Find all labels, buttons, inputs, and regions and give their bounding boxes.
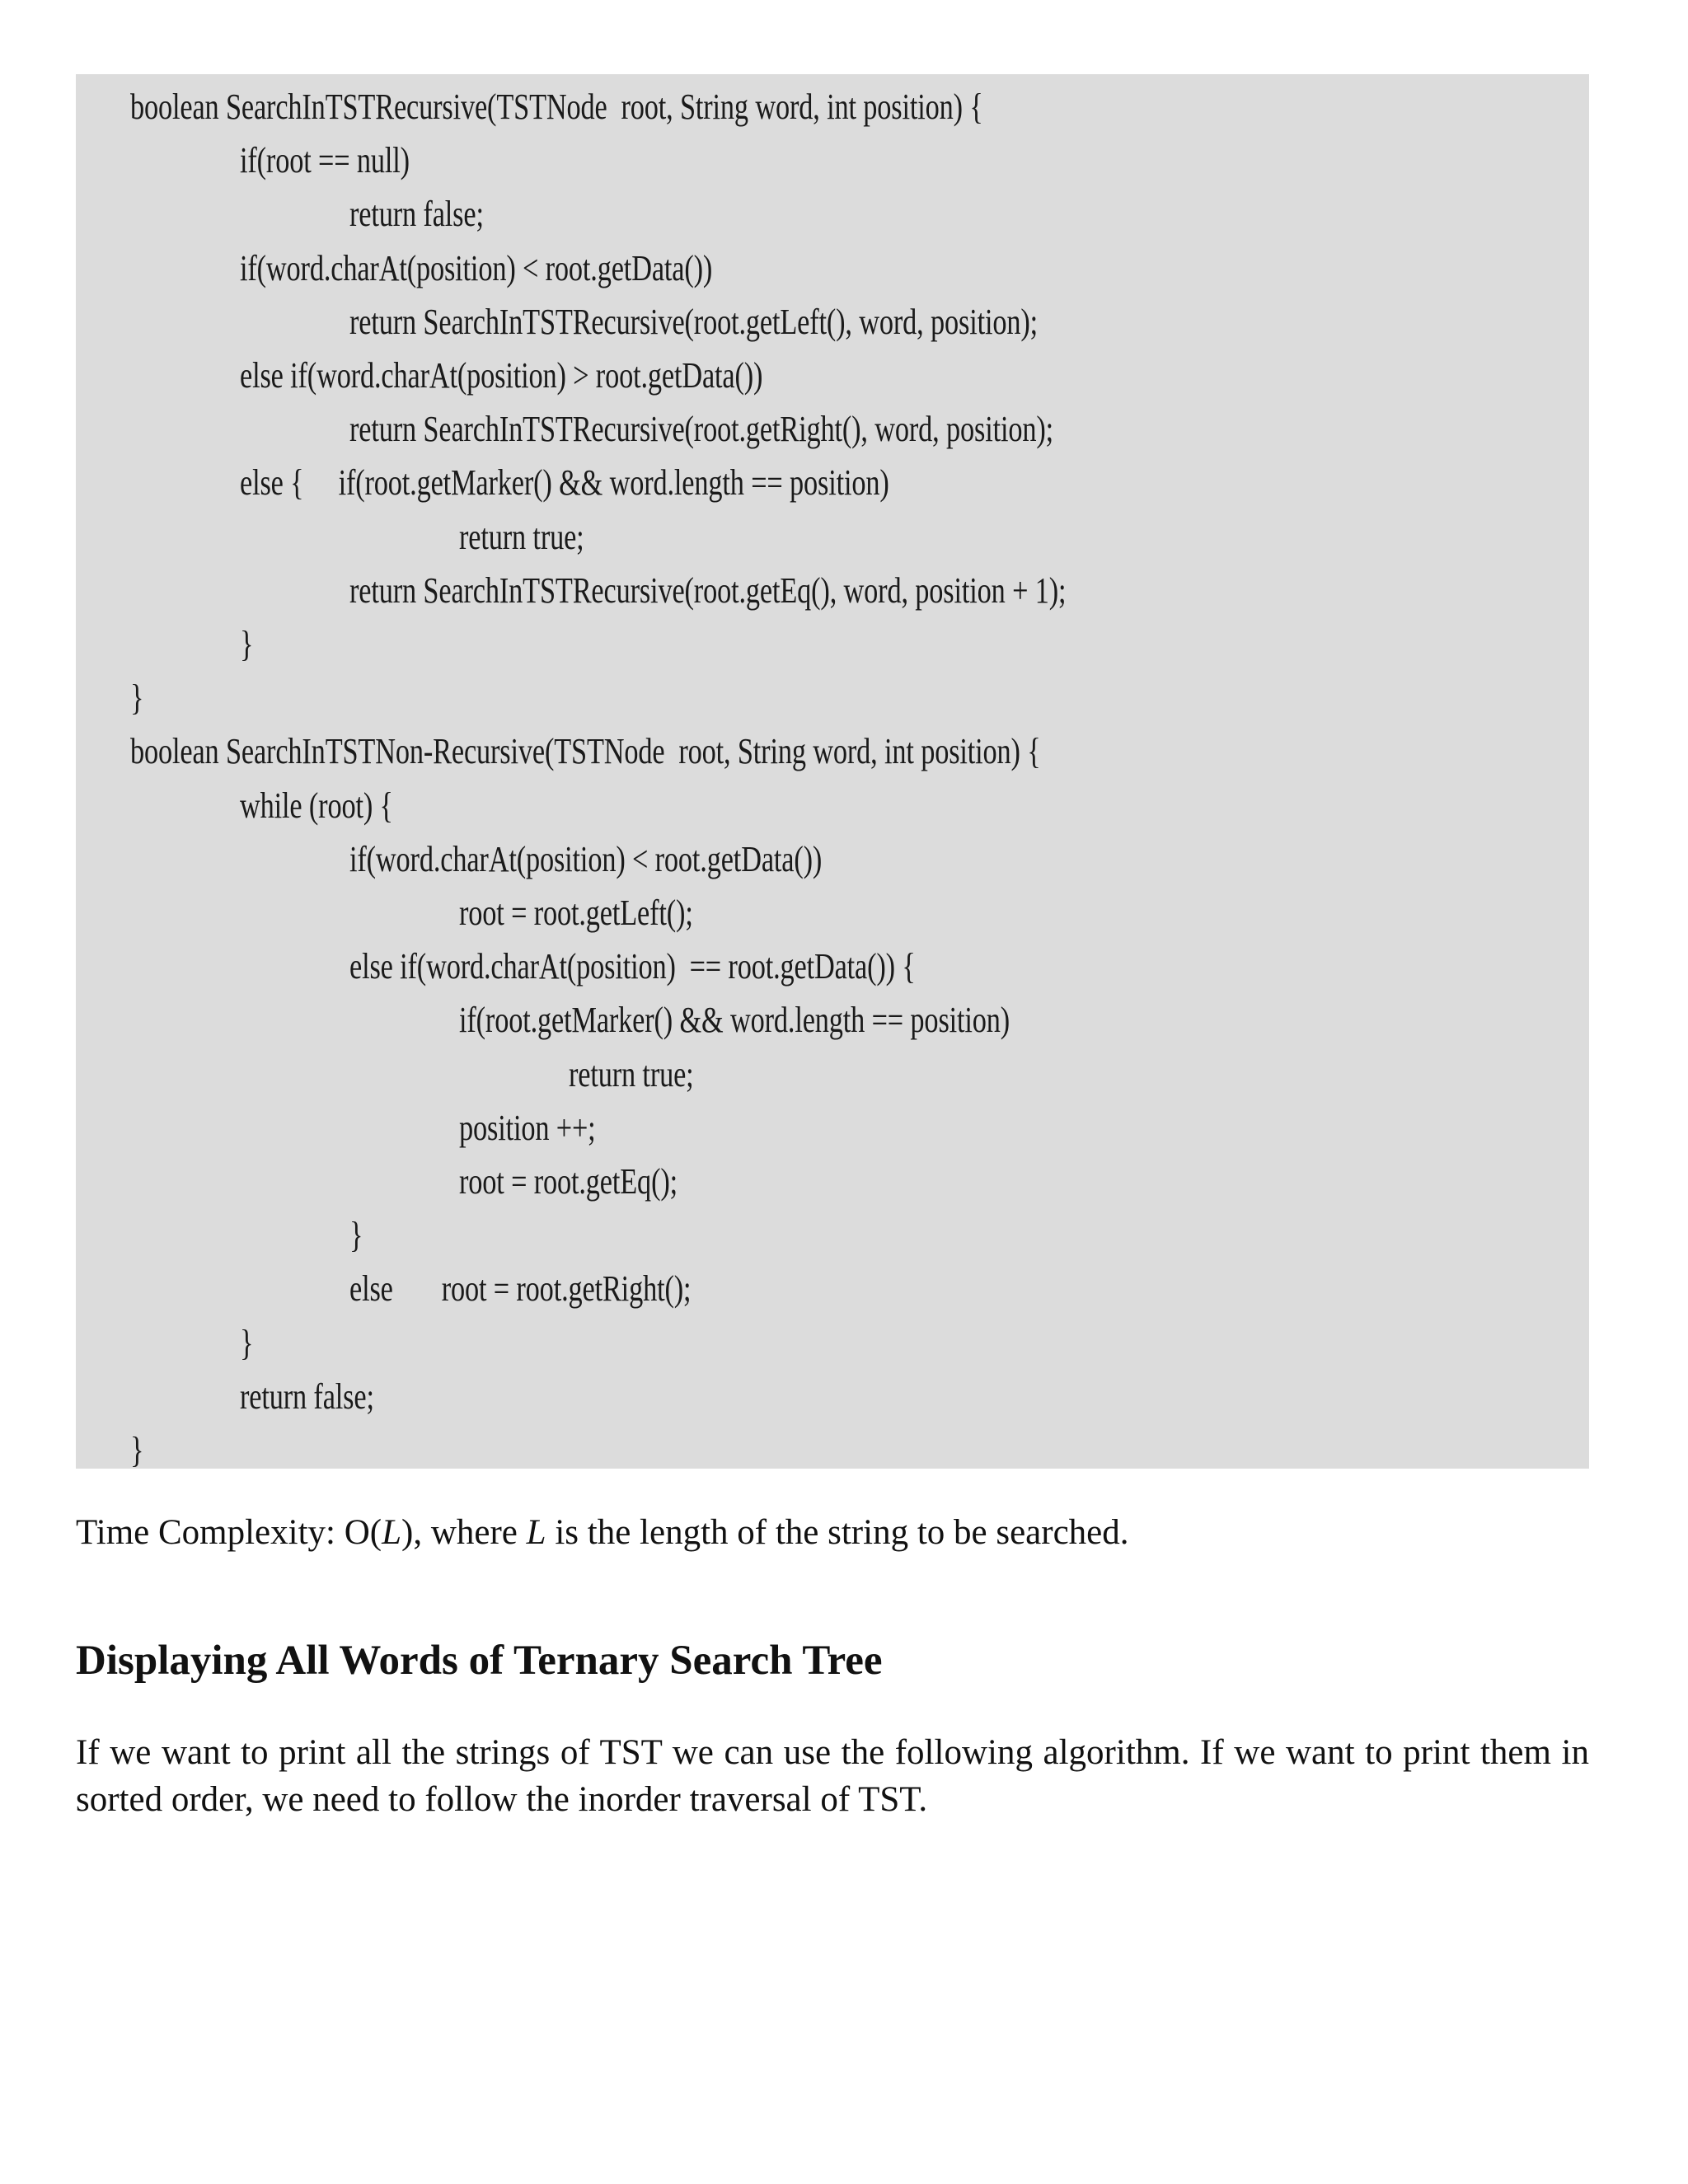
body-paragraph: If we want to print all the strings of TST we can use the following algorithm. If we want to print them in sorted order, we need to follow the inorder traversal of TST. <box>76 1733 1589 1819</box>
code-line: else if(word.charAt(position) > root.getData()) <box>240 355 763 396</box>
code-line: root = root.getLeft(); <box>459 893 693 933</box>
code-line: boolean SearchInTSTRecursive(TSTNode root, String word, int position) { <box>130 87 983 127</box>
code-line: if(word.charAt(position) < root.getData()) <box>349 838 823 879</box>
code-line: position ++; <box>459 1107 596 1148</box>
code-line: root = root.getEq(); <box>459 1161 678 1202</box>
code-line: return true; <box>569 1053 694 1094</box>
code-line: } <box>349 1215 363 1256</box>
code-line: } <box>130 1430 144 1470</box>
code-line: return SearchInTSTRecursive(root.getEq(), word, position + 1); <box>349 569 1067 611</box>
code-line: boolean SearchInTSTNon-Recursive(TSTNode root, String word, int position) { <box>130 731 1041 772</box>
code-line: if(word.charAt(position) < root.getData()) <box>240 247 713 288</box>
caption-suffix: is the length of the string to be searched. <box>546 1513 1129 1552</box>
code-line: if(root.getMarker() && word.length == position) <box>459 1000 1010 1041</box>
code-line: return SearchInTSTRecursive(root.getLeft(), word, position); <box>349 301 1039 342</box>
code-line: while (root) { <box>240 785 393 826</box>
time-complexity-caption <box>76 1508 1129 1558</box>
code-line: } <box>130 677 144 719</box>
caption-variable-l-second: L <box>526 1513 546 1552</box>
code-line: return false; <box>349 194 484 235</box>
section-heading: Displaying All Words of Ternary Search Tree <box>76 1638 883 1684</box>
code-line: else { if(root.getMarker() && word.length == position) <box>240 462 889 504</box>
code-line: else if(word.charAt(position) == root.getData()) { <box>349 946 916 987</box>
code-line: } <box>240 624 254 664</box>
code-line: else root = root.getRight(); <box>349 1268 692 1310</box>
code-line: return false; <box>240 1376 374 1417</box>
code-line: return SearchInTSTRecursive(root.getRight(), word, position); <box>349 409 1054 450</box>
code-listing <box>76 74 1589 1469</box>
caption-middle: ), where <box>401 1513 527 1552</box>
code-line: if(root == null) <box>240 140 410 181</box>
code-line: } <box>240 1322 254 1363</box>
code-line: return true; <box>459 516 584 557</box>
caption-prefix: Time Complexity: O( <box>76 1513 382 1552</box>
caption-variable-l: L <box>382 1513 402 1552</box>
